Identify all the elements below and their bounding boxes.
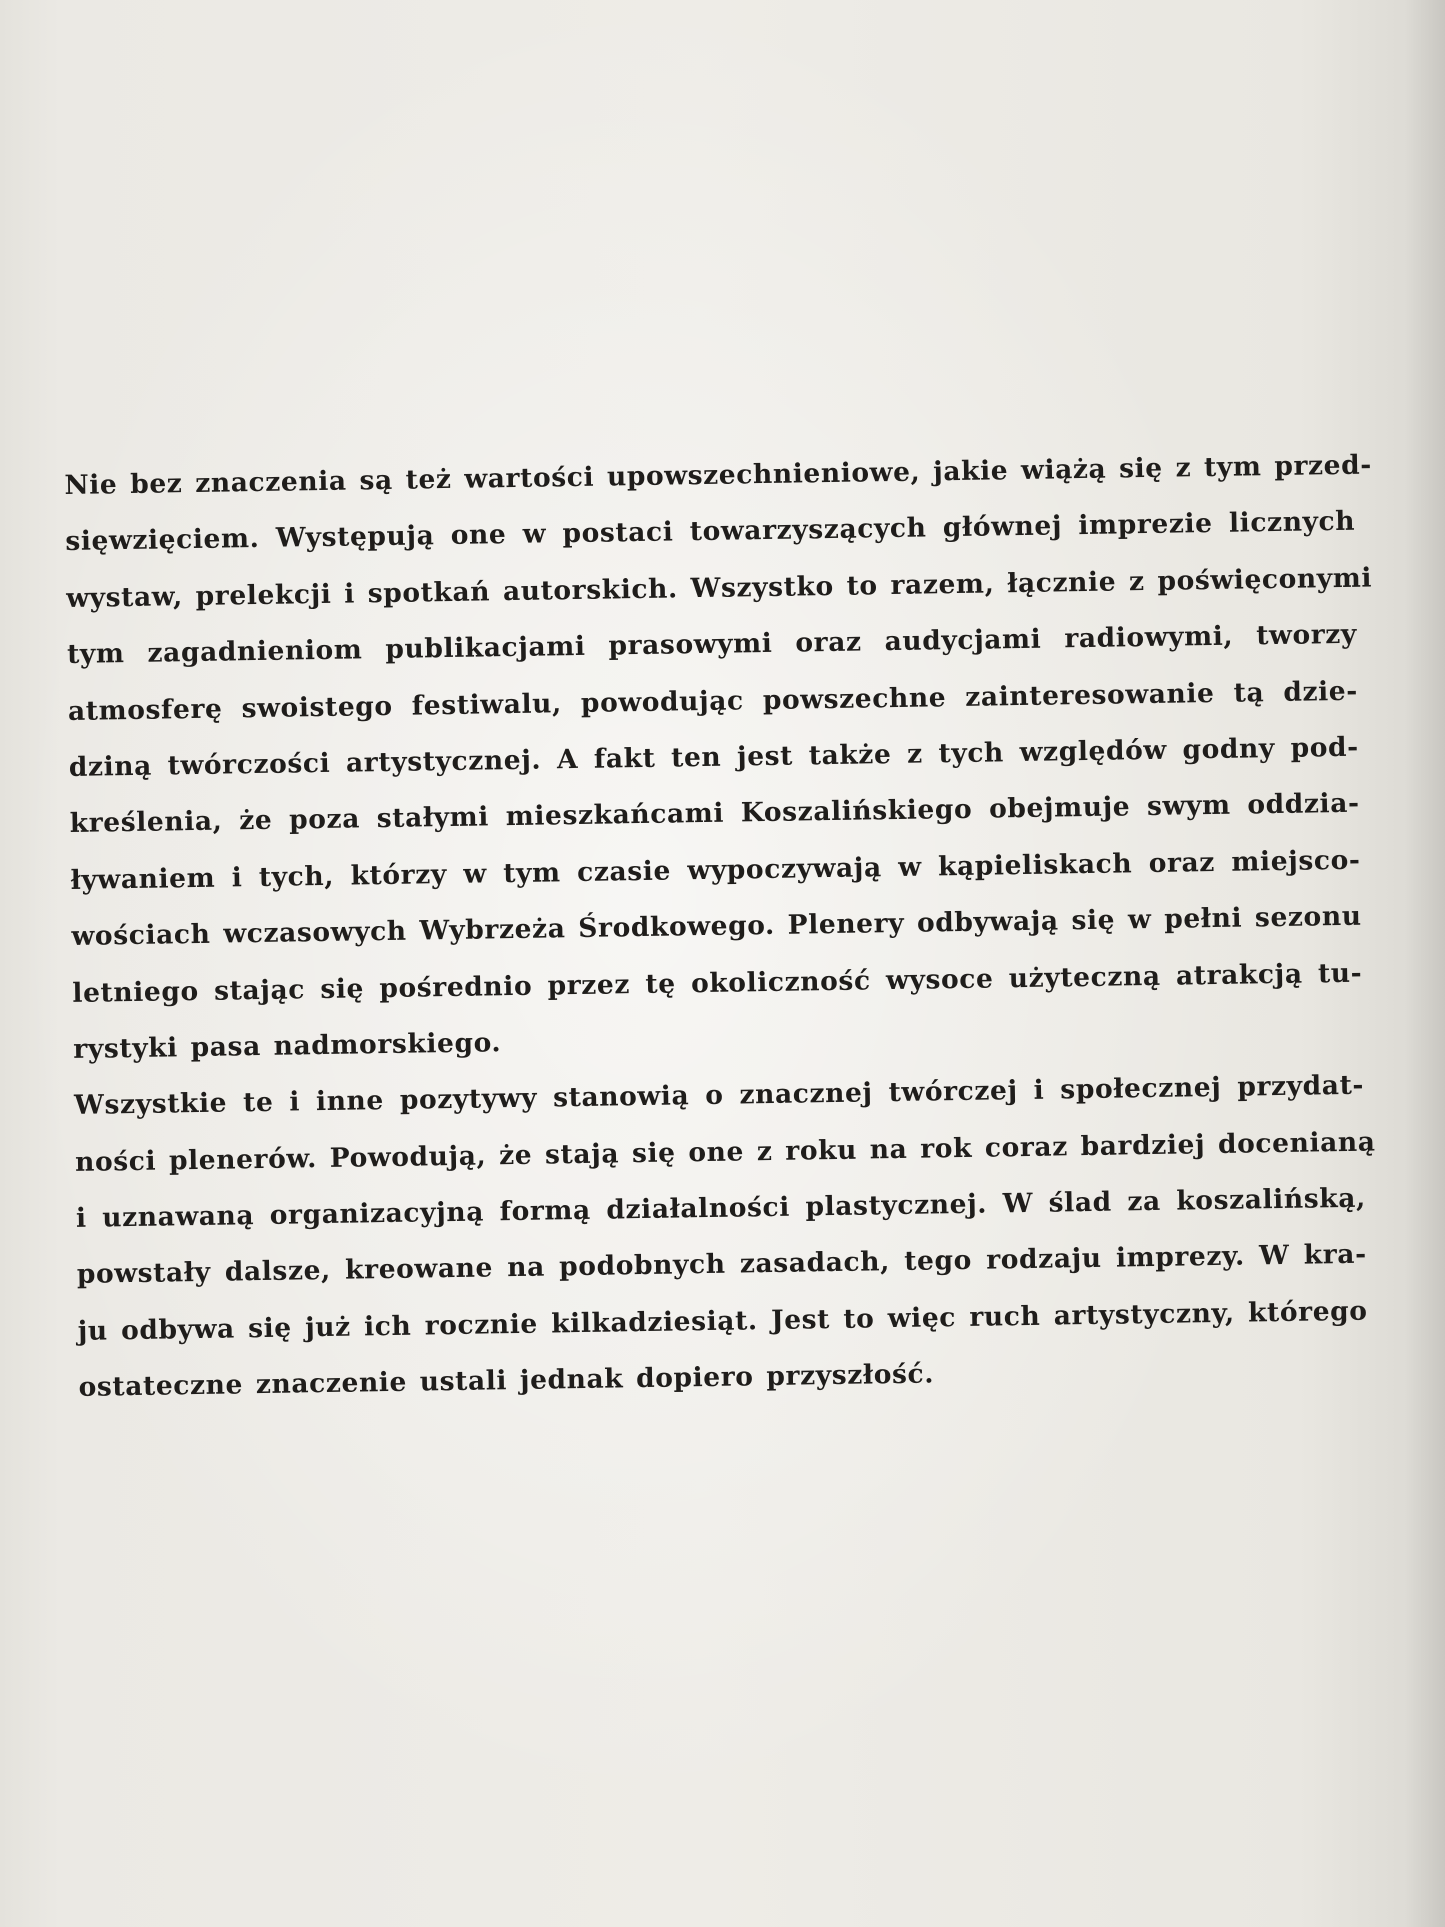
text-line-last: rystyki pasa nadmorskiego. <box>73 1027 502 1065</box>
text-line: ływaniem i tych, którzy w tym czasie wypoczywają w kąpieliskach oraz miejsco- <box>70 844 1361 896</box>
text-line: wościach wczasowych Wybrzeża Środkowego. Plenery odbywają się w pełni sezonu <box>71 900 1362 953</box>
text-line: ju odbywa się już ich rocznie kilkadziesiąt. Jest to więc ruch artystyczny, którego <box>77 1295 1368 1347</box>
text-line: i uznawaną organizacyjną formą działalności plastycznej. W ślad za koszalińską, <box>75 1182 1367 1234</box>
text-line-last: ostateczne znaczenie ustali jednak dopiero przyszłość. <box>78 1358 935 1404</box>
paragraph-2 <box>73 1058 1376 1417</box>
text-line: Wszystkie te i inne pozytywy stanowią o znacznej twórczej i społecznej przydat- <box>73 1069 1365 1122</box>
text-line: wystaw, prelekcji i spotkań autorskich. Wszystko to razem, łącznie z poświęconymi <box>65 562 1373 614</box>
body-text <box>64 438 1376 1417</box>
page-edge-shadow <box>1405 0 1445 1927</box>
text-line: tym zagadnieniom publikacjami prasowymi oraz audycjami radiowymi, tworzy <box>66 618 1358 671</box>
text-line: kreślenia, że poza stałymi mieszkańcami Koszalińskiego obejmuje swym oddzia- <box>69 788 1360 840</box>
text-line: sięwzięciem. Występują one w postaci towarzyszących głównej imprezie licznych <box>65 506 1356 558</box>
text-line: dziną twórczości artystycznej. A fakt ten jest także z tych względów godny pod- <box>68 731 1359 783</box>
text-line: letniego stając się pośrednio przez tę okoliczność wysoce użyteczną atrakcją tu- <box>72 957 1363 1009</box>
text-line: powstały dalsze, kreowane na podobnych zasadach, tego rodzaju imprezy. W kra- <box>76 1239 1367 1291</box>
paragraph-1 <box>64 438 1373 1078</box>
text-line: atmosferę swoistego festiwalu, powodując powszechne zainteresowanie tą dzie- <box>67 675 1359 727</box>
text-line: Nie bez znaczenia są też wartości upowszechnieniowe, jakie wiążą się z tym przed- <box>64 449 1373 501</box>
text-line: ności plenerów. Powodują, że stają się one z roku na rok coraz bardziej docenianą <box>74 1126 1376 1178</box>
